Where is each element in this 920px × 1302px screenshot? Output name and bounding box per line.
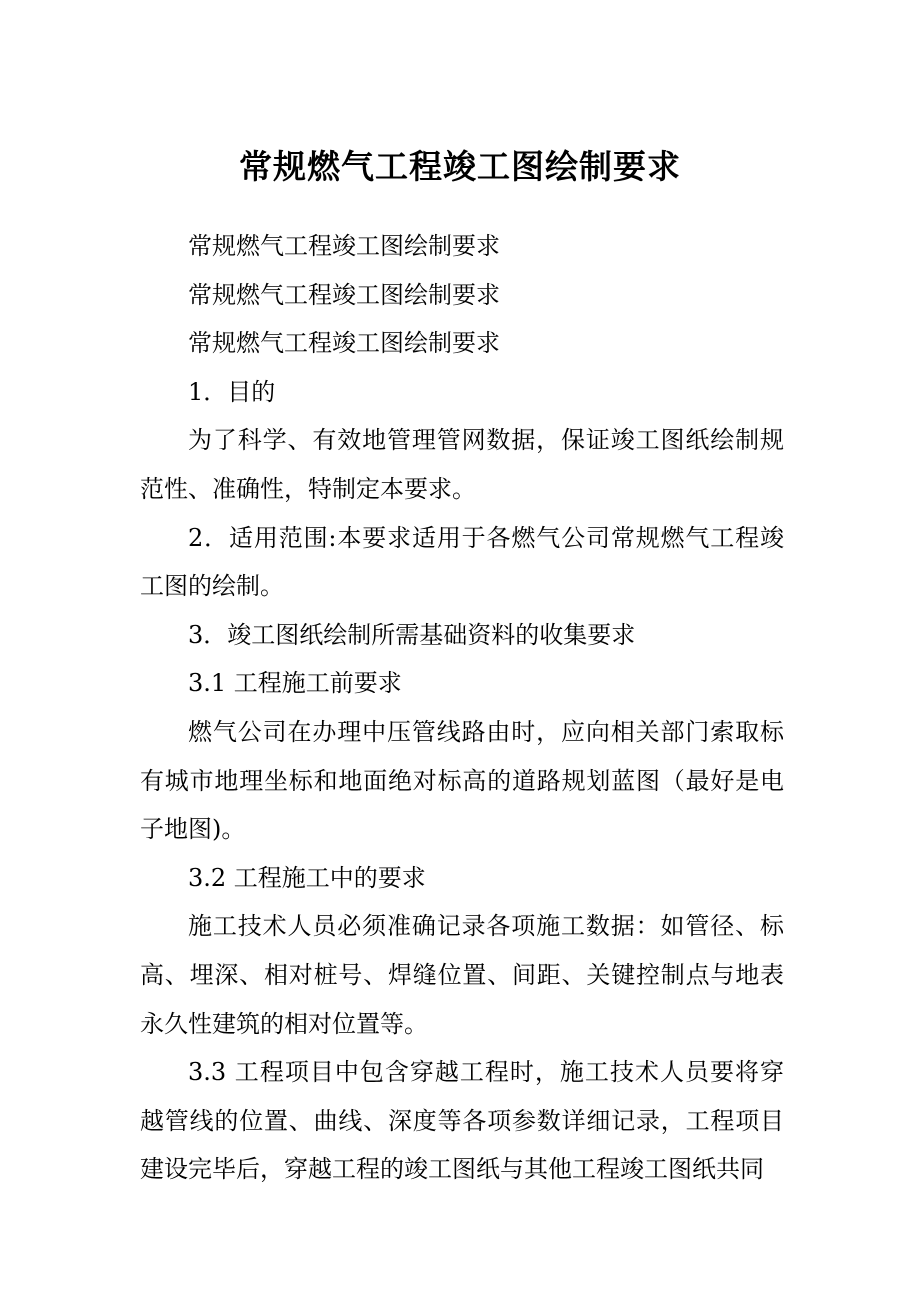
paragraph-repeat-title-1: 常规燃气工程竣工图绘制要求 — [188, 232, 500, 260]
paragraph-repeat-title-2: 常规燃气工程竣工图绘制要求 — [188, 280, 500, 309]
paragraph-scope: 2．适用范围:本要求适用于各燃气公司常规燃气工程竣工图的绘制。 — [140, 523, 784, 601]
subsection-heading-3-1: 3.1 工程施工前要求 — [188, 669, 402, 698]
paragraph-purpose: 为了科学、有效地管理管网数据，保证竣工图纸绘制规范性、准确性，特制定本要求。 — [140, 426, 784, 503]
paragraph-3-1: 燃气公司在办理中压管线路由时，应向相关部门索取标有城市地理坐标和地面绝对标高的道路规划蓝图（最好是电子地图)。 — [140, 717, 784, 844]
section-heading-purpose: 1．目的 — [188, 377, 276, 406]
paragraph-3-3: 3.3 工程项目中包含穿越工程时，施工技术人员要将穿越管线的位置、曲线、深度等各项参数详细记录，工程项目建设完毕后，穿越工程的竣工图纸与其他工程竣工图纸共同 — [140, 1058, 784, 1184]
document-title: 常规燃气工程竣工图绘制要求 — [239, 147, 681, 186]
document-body — [140, 222, 784, 1194]
paragraph-repeat-title-3: 常规燃气工程竣工图绘制要求 — [188, 329, 500, 358]
subsection-heading-3-2: 3.2 工程施工中的要求 — [188, 863, 426, 892]
section-heading-data-collection: 3．竣工图纸绘制所需基础资料的收集要求 — [188, 620, 636, 649]
paragraph-3-2: 施工技术人员必须准确记录各项施工数据：如管径、标高、埋深、相对桩号、焊缝位置、间距、关键控制点与地表永久性建筑的相对位置等。 — [140, 912, 784, 1038]
